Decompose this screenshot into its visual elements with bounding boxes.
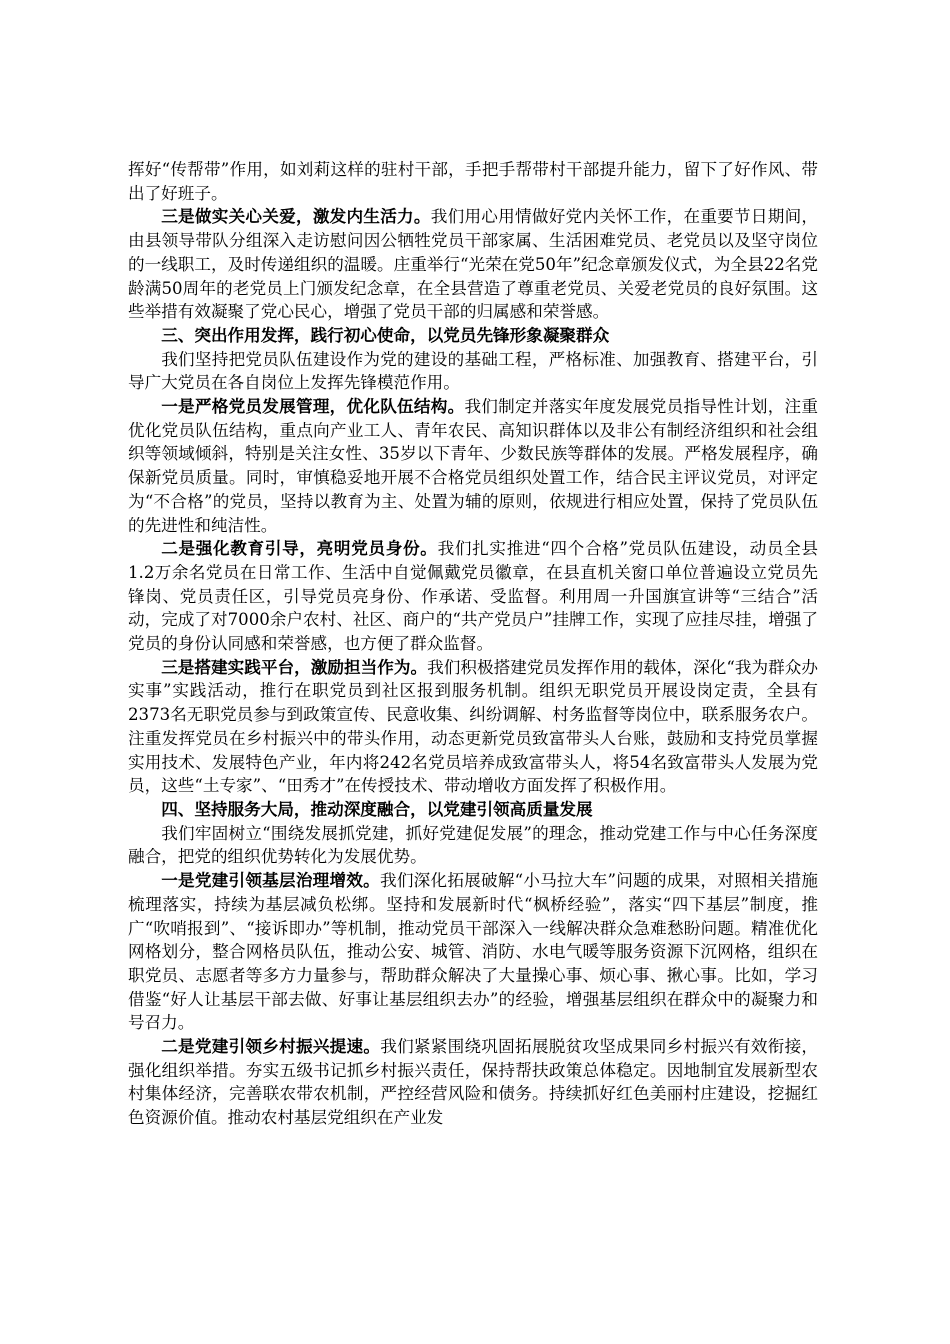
paragraph-body: 我们制定并落实年度发展党员指导性计划，注重优化党员队伍结构，重点向产业工人、青年农民、高知识群体以及非公有制经济组织和社会组织等领域倾斜，特别是关注女性、35岁以下青年、少数民族等群体的发展。严格发展程序，确保新党员质量。同时，审慎稳妥地开展不合格党员组织处置工作，结合民主评议党员，对评定为“不合格”的党员，坚持以教育为主、处置为辅的原则，依规进行相应处置，保持了党员队伍的先进性和纯洁性。	[128, 397, 819, 535]
paragraph-body: 我们深化拓展破解“小马拉大车”问题的成果，对照相关措施梳理落实，持续为基层减负松绑。坚持和发展新时代“枫桥经验”，落实“四下基层”制度，推广“吹哨报到”、“接诉即办”等机制，推动党员干部深入一线解决群众急难愁盼问题。精准优化网格划分，整合网格员队伍，推动公安、城管、消防、水电气暖等服务资源下沉网格，组织在职党员、志愿者等多方力量参与，帮助群众解决了大量操心事、烦心事、揪心事。比如，学习借鉴“好人让基层干部去做、好事让基层组织去办”的经验，增强基层组织在群众中的凝聚力和号召力。	[128, 871, 818, 1033]
paragraph-section3-intro: 我们坚持把党员队伍建设作为党的建设的基础工程，严格标准、加强教育、搭建平台，引导广大党员在各自岗位上发挥先锋模范作用。	[128, 349, 818, 393]
paragraph-body: 我们紧紧围绕巩固拓展脱贫攻坚成果同乡村振兴有效衔接，强化组织举措。夯实五级书记抓乡村振兴责任，保持帮扶政策总体稳定。因地制宜发展新型农村集体经济，完善联农带农机制，严控经营风险和债务。持续抓好红色美丽村庄建设，挖掘红色资源价值。推动农村基层党组织在产业发	[128, 1037, 819, 1128]
paragraph-continued: 挥好“传帮带”作用，如刘莉这样的驻村干部，手把手帮带村干部提升能力，留下了好作风、带出了好班子。	[128, 160, 818, 203]
paragraph-rural-revitalization	[128, 1035, 818, 1130]
paragraph-body: 我们积极搭建党员发挥作用的载体，深化“我为群众办实事”实践活动，推行在职党员到社区报到服务机制。组织无职党员开展设岗定责，全县有2373名无职党员参与到政策宣传、民意收集、纠纷调解、村务监督等岗位中，联系服务农户。注重发挥党员在乡村振兴中的带头作用，动态更新党员致富带头人台账，鼓励和支持党员掌握实用技术、发展特色产业，年内将242名党员培养成致富带头人，将54名致富带头人发展为党员，这些“土专家”、“田秀才”在传授技术、带动增收方面发挥了积极作用。	[128, 657, 819, 796]
paragraph-member-development	[128, 395, 818, 537]
section-heading-3: 三、突出作用发挥，践行初心使命，以党员先锋形象凝聚群众	[161, 324, 610, 345]
paragraph-lead: 二是党建引领乡村振兴提速。	[161, 1036, 381, 1057]
paragraph-lead: 一是严格党员发展管理，优化队伍结构。	[161, 396, 465, 417]
paragraph-care	[128, 205, 818, 324]
paragraph-governance	[128, 869, 818, 1035]
paragraph-practice-platform	[128, 656, 818, 798]
paragraph-body: 我们扎实推进“四个合格”党员队伍建设，动员全县1.2万余名党员在日常工作、生活中自觉佩戴党员徽章，在县直机关窗口单位普遍设立党员先锋岗、党员责任区，引导党员亮身份、作承诺、受监督。利用周一升国旗宣讲等“三结合”活动，完成了对7000余户农村、社区、商户的“共产党员户”挂牌工作，实现了应挂尽挂，增强了党员的身份认同感和荣誉感，也方便了群众监督。	[128, 539, 819, 654]
paragraph-education	[128, 537, 818, 656]
paragraph-lead: 一是党建引领基层治理增效。	[161, 870, 380, 891]
section-heading-4: 四、坚持服务大局，推动深度融合，以党建引领高质量发展	[161, 798, 593, 819]
paragraph-lead: 三是搭建实践平台，激励担当作为。	[161, 656, 428, 677]
paragraph-body: 我们用心用情做好党内关怀工作，在重要节日期间，由县领导带队分组深入走访慰问因公牺牲党员干部家属、生活困难党员、老党员以及坚守岗位的一线职工，及时传递组织的温暖。庄重举行“光荣在党50年”纪念章颁发仪式，为全县22名党龄满50周年的老党员上门颁发纪念章，在全县营造了尊重老党员、关爱老党员的良好氛围。这些举措有效凝聚了党心民心，增强了党员干部的归属感和荣誉感。	[128, 207, 819, 322]
document-page	[128, 158, 818, 1130]
paragraph-lead: 三是做实关心关爱，激发内生活力。	[161, 206, 431, 227]
paragraph-section4-intro: 我们牢固树立“围绕发展抓党建，抓好党建促发展”的理念，推动党建工作与中心任务深度融合，把党的组织优势转化为发展优势。	[128, 823, 818, 867]
paragraph-lead: 二是强化教育引导，亮明党员身份。	[161, 538, 438, 559]
